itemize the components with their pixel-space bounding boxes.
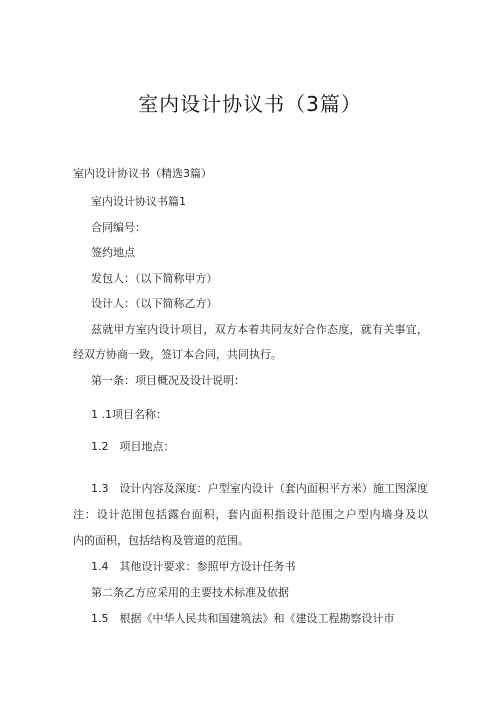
document-subtitle: 室内设计协议书（精选3篇） [73, 167, 212, 180]
clause-line: 1.5 根据《中华人民共和国建筑法》和《建设工程勘察设计市 [91, 612, 395, 625]
article-heading: 第一条：项目概况及设计说明： [91, 374, 245, 387]
document-title: 室内设计协议书（3篇） [138, 92, 362, 116]
employer-line: 发包人：（以下简称甲方） [91, 272, 218, 285]
section-heading: 室内设计协议书篇1 [91, 195, 186, 208]
signing-place-line: 签约地点 [91, 246, 135, 259]
article-heading: 第二条乙方应采用的主要技术标准及依据 [91, 586, 289, 599]
clause-line: 1.3 设计内容及深度：户型室内设计（套内面积平方米）施工图深度 [91, 482, 428, 495]
paragraph-text: 内的面积，包括结构及管道的范围。 [73, 534, 249, 547]
paragraph-text: 兹就甲方室内设计项目，双方本着共同友好合作态度，就有关事宜， [91, 323, 428, 336]
paragraph-text: 注：设计范围包括露台面积，套内面积指设计范围之户型内墙身及以 [73, 508, 428, 521]
contract-number-line: 合同编号： [91, 221, 146, 234]
clause-line: 1.4 其他设计要求：参照甲方设计任务书 [91, 560, 296, 573]
clause-line: 1.2 项目地点： [91, 440, 175, 453]
clause-line: 1 .1项目名称： [91, 408, 167, 421]
designer-line: 设计人：（以下简称乙方） [91, 297, 218, 310]
paragraph-text: 经双方协商一致，签订本合同，共同执行。 [73, 348, 282, 361]
